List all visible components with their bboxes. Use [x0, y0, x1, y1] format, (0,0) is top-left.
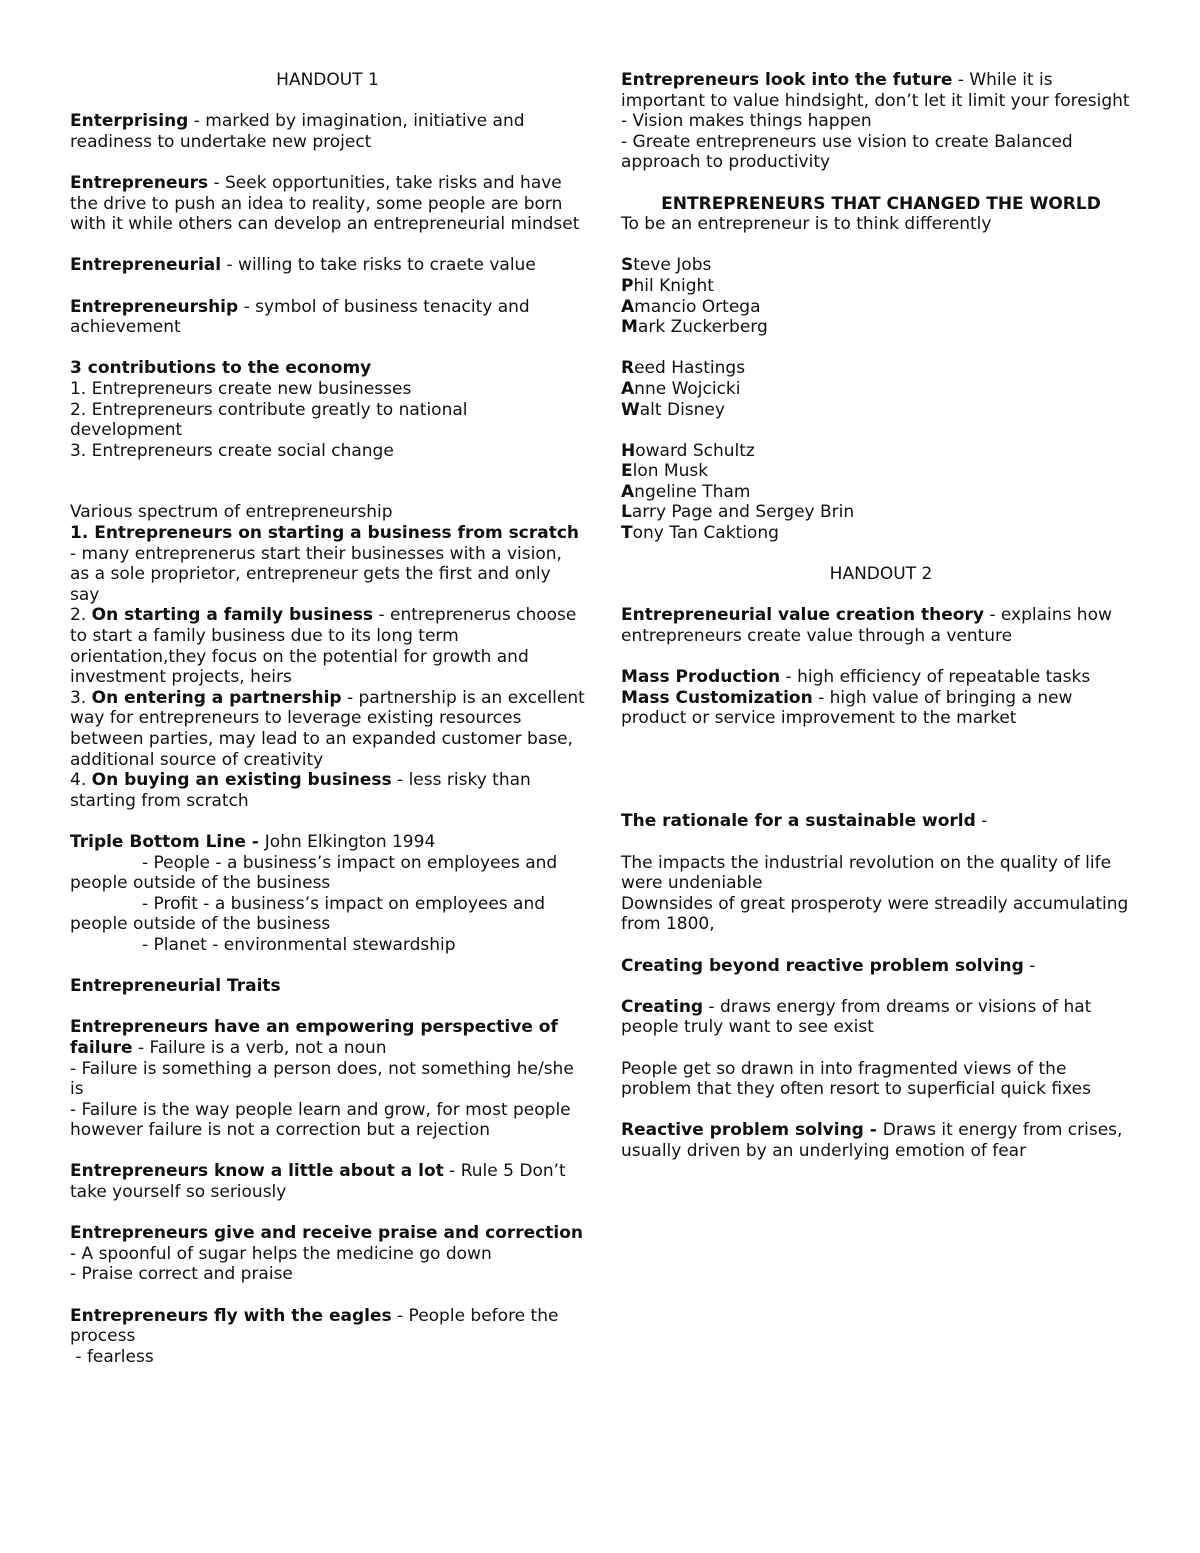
list-item: Anne Wojcicki: [621, 378, 741, 399]
term: Enterprising: [70, 111, 189, 132]
list-item: 1. Entrepreneurs create new businesses: [70, 378, 412, 399]
list-item: 4. On buying an existing business - less risky than starting from scratch: [70, 770, 531, 811]
list-item: - Failure is the way people learn and grow, for most people however failure is not a correction but a rejection: [70, 1099, 571, 1141]
definition: - marked by imagination, initiative and readiness to undertake new project: [70, 111, 525, 152]
definition-mass-production: Mass Production - high efficiency of repeatable tasks: [621, 667, 1091, 688]
handout2-title: HANDOUT 2: [829, 564, 933, 585]
list-item: Steve Jobs: [621, 255, 712, 276]
definition-reactive: Reactive problem solving - Draws it energy from crises, usually driven by an underlying emotion of fear: [621, 1120, 1123, 1161]
definition-creating: Creating - draws energy from dreams or visions of hat people truly want to see exist: [621, 996, 1092, 1038]
term: Entrepreneurs: [70, 172, 209, 193]
definition: - Seek opportunities, take risks and have the drive to push an idea to reality, some people are born with it while others can develop an entrepreneurial mindset: [70, 172, 580, 235]
list-item: Walt Disney: [621, 399, 725, 420]
list-item: - Praise correct and praise: [70, 1264, 293, 1285]
trait-know-a-lot: Entrepreneurs know a little about a lot - Rule 5 Don’t take yourself so seriously: [70, 1161, 566, 1203]
definition: - symbol of business tenacity and achievement: [70, 296, 530, 338]
paragraph: People get so drawn in into fragmented views of the problem that they often resort to superficial quick fixes: [621, 1058, 1091, 1100]
list-item: 3. On entering a partnership - partnership is an excellent way for entrepreneurs to leverage existing resources between parties, may lead to an expanded customer base, additional source of creativity: [70, 687, 585, 770]
paragraph: Downsides of great prosperoty were streadily accumulating from 1800,: [621, 893, 1129, 935]
list-item: - People - a business’s impact on employees and: [142, 852, 558, 873]
definition-mass-customization: Mass Customization - high value of bringing a new product or service improvement to the market: [621, 687, 1073, 729]
definition-entrepreneurial: [70, 255, 585, 276]
list-item: - Failure is something a person does, not something he/she is: [70, 1058, 574, 1100]
list-item: 3. Entrepreneurs create social change: [70, 440, 394, 461]
list-item: 2. Entrepreneurs contribute greatly to national development: [70, 399, 468, 441]
traits-heading: Entrepreneurial Traits: [70, 976, 281, 997]
list-item: - Profit - a business’s impact on employees and: [142, 893, 546, 914]
list-item: 2. On starting a family business - entreprenerus choose to start a family business due to its long term orientation,they focus on the potential for growth and investment projects, heirs: [70, 605, 577, 688]
definition-value-creation: Entrepreneurial value creation theory - explains how entrepreneurs create value through a venture: [621, 605, 1112, 647]
name-group-2: [621, 358, 1141, 420]
definition-entrepreneurship: [70, 297, 585, 338]
handout1-title: HANDOUT 1: [276, 70, 379, 90]
trait-failure: Entrepreneurs have an empowering perspective of failure - Failure is a verb, not a noun: [70, 1017, 558, 1058]
left-column: [70, 70, 585, 1367]
right-column: [621, 70, 1141, 1161]
list-item-continuation: people outside of the business: [70, 914, 331, 935]
name-group-3: [621, 441, 1141, 544]
contributions-heading: 3 contributions to the economy: [70, 358, 372, 379]
list-item: Phil Knight: [621, 275, 714, 296]
list-item: Howard Schultz: [621, 440, 755, 461]
list-item: - fearless: [70, 1346, 154, 1367]
list-item: Mark Zuckerberg: [621, 317, 768, 338]
list-item: - Greate entrepreneurs use vision to create Balanced approach to productivity: [621, 131, 1073, 173]
paragraph: The impacts the industrial revolution on the quality of life were undeniable: [621, 852, 1112, 894]
list-item: - Vision makes things happen: [621, 111, 872, 132]
list-item: - Planet - environmental stewardship: [142, 934, 456, 955]
beyond-heading: Creating beyond reactive problem solving -: [621, 955, 1036, 976]
list-item: Amancio Ortega: [621, 296, 761, 317]
list-item: Angeline Tham: [621, 481, 751, 502]
trait-eagles: Entrepreneurs fly with the eagles - People before the process: [70, 1305, 559, 1347]
list-item: Tony Tan Caktiong: [621, 523, 779, 544]
changed-world-subtitle: To be an entrepreneur is to think differently: [621, 214, 992, 235]
future-section: Entrepreneurs look into the future - While it is important to value hindsight, don’t let it limit your foresight: [621, 70, 1130, 111]
definition-enterprising: [70, 111, 585, 152]
definition-entrepreneurs: [70, 173, 585, 235]
list-item: Reed Hastings: [621, 358, 746, 379]
list-item: Elon Musk: [621, 461, 709, 482]
list-item: 1. Entrepreneurs on starting a business from scratch - many entreprenerus start their businesses with a vision, as a sole proprietor, entrepreneur gets the first and only say: [70, 523, 580, 605]
spectrum-heading: Various spectrum of entrepreneurship: [70, 502, 393, 523]
rationale-heading: The rationale for a sustainable world -: [621, 811, 988, 832]
term: Entrepreneurship: [70, 296, 239, 317]
list-item: Larry Page and Sergey Brin: [621, 502, 855, 523]
list-item-continuation: people outside of the business: [70, 873, 331, 894]
name-group-1: [621, 255, 1141, 337]
changed-world-heading: ENTREPRENEURS THAT CHANGED THE WORLD: [661, 193, 1101, 214]
term: Entrepreneurial: [70, 255, 222, 276]
trait-praise: Entrepreneurs give and receive praise and correction - A spoonful of sugar helps the medicine go down: [70, 1223, 584, 1264]
definition: - willing to take risks to craete value: [221, 255, 536, 276]
triple-bottom-line: Triple Bottom Line - John Elkington 1994: [70, 831, 436, 852]
